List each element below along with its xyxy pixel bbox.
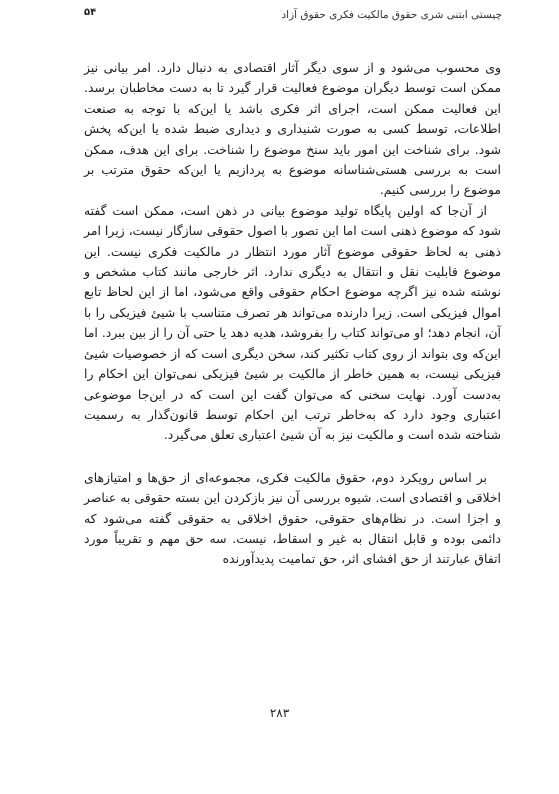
running-header-folio: ۵۴ (84, 7, 97, 18)
paragraph-2: از آن‌جا که اولین پایگاه تولید موضوع بیانی در ذهن است، ممکن است گفته شود که موضوع ذهنی است اما این تصور با اصول حقوقی سازگار نیست، زیرا امر ذهنی به لحاظ حقوقی موضوع آثار مورد انتظار در مالکیت فکری نیست. این موضوع قابلیت نقل و انتقال به دیگری ندارد. اثر خارجی مانند کتاب مشخص و نوشته شده نیز اگرچه موضوع احکام حقوقی واقع می‌شود، اما از این لحاظ تابع اموال فیزیکی است. زیرا دارنده می‌تواند هر تصرف متناسب با شیئ فیزیکی را با آن، انجام دهد؛ او می‌تواند کتاب را بفروشد، هدیه دهد یا حتی آن را از بین ببرد. اما این‌که وی بتواند از روی کتاب تکثیر کند، سخن دیگری است که از خصوصیات شیئ فیزیکی نیست، به همین خاطر از مالکیت بر شیئ فیزیکی نمی‌توان این احکام را به‌دست آورد. نهایت سخنی که می‌توان گفت این است که در این‌جا موضوعی اعتباری وجود دارد که به‌خاطر ترتب این احکام توسط قانون‌گذار به رسمیت شناخته شده است و مالکیت نیز به آن شیئ اعتباری تعلق می‌گیرد. (84, 202, 501, 443)
paragraph-3: بر اساس رویکرد دوم، حقوق مالکیت فکری، مجموعه‌ای از حق‌ها و امتیازهای اخلاقی و اقتصادی است. شیوه بررسی آن نیز بازکردن این بسته حقوقی به عناصر و اجزا است. در نظام‌های حقوقی، حقوق اخلاقی به حقوقی گفته می‌شود که دائمی بوده و قابل انتقال به غیر و اسقاط، نیست. سه حق مهم و تقریباً مورد اتفاق عبارتند از حق افشای اثر، حق تمامیت پدیدآورنده (84, 469, 501, 567)
paragraph-1: وی محسوب می‌شود و از سوی دیگر آثار اقتصادی به دنبال دارد. امر بیانی نیز ممکن است توسط دیگران موضوع فعالیت قرار گیرد تا به دست مخاطبان برسد. این فعالیت ممکن است، اجرای اثر فکری باشد یا این‌که با توجه به صنعت اطلاعات، توسط کسی به صورت شنیداری و دیداری ضبط شده یا این‌که پخش شود. برای شناخت این امور باید سنخ موضوع را شناخت. برای این هدف، ممکن است به بررسی هستی‌شناسانه موضوع به پردازیم یا این‌که حقوق مترتب بر موضوع را بررسی کنیم. (84, 60, 501, 198)
running-header-title: چیستی ابتنی شری حقوق مالکیت فکری حقوق آزاد (281, 9, 502, 21)
body-text (84, 58, 501, 570)
page-number: ۲۸۳ (269, 706, 290, 720)
